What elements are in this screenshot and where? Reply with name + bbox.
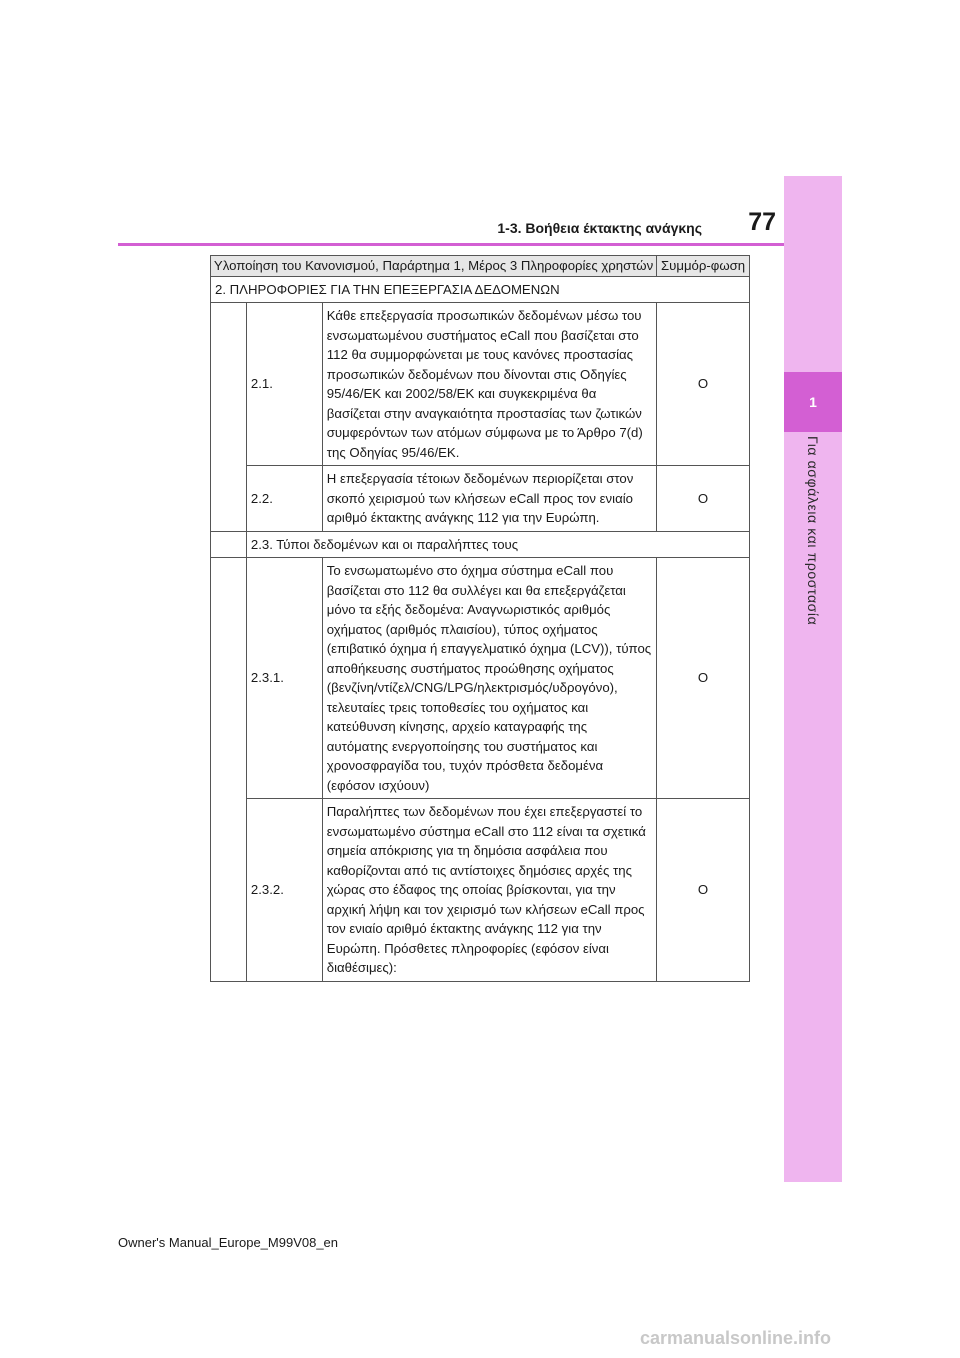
table-row bbox=[211, 558, 750, 799]
table-header-compliance: Συμμόρ-φωση bbox=[657, 256, 750, 277]
data-processing-table bbox=[210, 255, 750, 982]
side-tab-strip bbox=[784, 176, 842, 1182]
row-number: 2.3.2. bbox=[246, 799, 322, 982]
indent-cell bbox=[211, 558, 247, 982]
section-title-2-3: 2.3. Τύποι δεδομένων και οι παραλήπτες τους bbox=[246, 531, 749, 558]
section-title: 1-3. Βοήθεια έκτακτης ανάγκης bbox=[497, 220, 702, 236]
table-row bbox=[211, 466, 750, 532]
table-section-row bbox=[211, 276, 750, 303]
table-section-row bbox=[211, 531, 750, 558]
indent-cell bbox=[211, 303, 247, 532]
row-number: 2.3.1. bbox=[246, 558, 322, 799]
table-header-row bbox=[211, 256, 750, 277]
row-number: 2.2. bbox=[246, 466, 322, 532]
watermark-logo: carmanualsonline.info bbox=[640, 1328, 832, 1348]
footer-manual-id: Owner's Manual_Europe_M99V08_en bbox=[118, 1235, 339, 1250]
header-rule bbox=[118, 243, 784, 246]
row-description: Το ενσωματωμένο στο όχημα σύστημα eCall που βασίζεται στο 112 θα συλλέγει και θα επεξεργάζεται μόνο τα εξής δεδομένα: Αναγνωριστικός αριθμός οχήματος (αριθμός πλαισίου), τύπος οχήματος (επιβατικό όχημα ή επαγγελματικό όχημα (LCV)), τύπος αποθήκευσης συστήματος προώθησης οχήματος (βενζίνη/ντίζελ/CNG/LPG/ηλεκτρισμός/υδρογόνο), τελευταίες τρεις τοποθεσίες του οχήματος και κατεύθυνση κίνησης, αρχείο καταγραφής της αυτόματης ενεργοποίησης του συστήματος και χρονοσφραγίδα του, τυχόν πρόσθετα δεδομένα (εφόσον ισχύουν) bbox=[322, 558, 656, 799]
page-number: 77 bbox=[748, 208, 776, 236]
table-header-regulation: Υλοποίηση του Κανονισμού, Παράρτημα 1, Μέρος 3 Πληροφορίες χρηστών bbox=[211, 256, 657, 277]
row-compliance: O bbox=[657, 558, 750, 799]
section-title-2: 2. ΠΛΗΡΟΦΟΡΙΕΣ ΓΙΑ ΤΗΝ ΕΠΕΞΕΡΓΑΣΙΑ ΔΕΔΟΜΕΝΩΝ bbox=[211, 276, 750, 303]
row-description: Η επεξεργασία τέτοιων δεδομένων περιορίζεται στον σκοπό χειρισμού των κλήσεων eCall προς τον ενιαίο αριθμό έκτακτης ανάγκης 112 για την Ευρώπη. bbox=[322, 466, 656, 532]
side-tab-chapter-number[interactable]: 1 bbox=[784, 372, 842, 432]
row-description: Παραλήπτες των δεδομένων που έχει επεξεργαστεί το ενσωματωμένο σύστημα eCall στο 112 είναι τα σχετικά σημεία απόκρισης για τη δημόσια ασφάλεια που καθορίζονται από τις αντίστοιχες δημόσιες αρχές της χώρας στο έδαφος της οποίας βρίσκονται, για την αρχική λήψη και τον χειρισμό των κλήσεων eCall προς τον ενιαίο αριθμό έκτακτης ανάγκης 112 για την Ευρώπη. Πρόσθετες πληροφορίες (εφόσον είναι διαθέσιμες): bbox=[322, 799, 656, 982]
table-row bbox=[211, 303, 750, 466]
row-compliance: O bbox=[657, 799, 750, 982]
table-row bbox=[211, 799, 750, 982]
row-description: Κάθε επεξεργασία προσωπικών δεδομένων μέσω του ενσωματωμένου συστήματος eCall που βασίζεται στο 112 θα συμμορφώνεται με τους κανόνες προστασίας προσωπικών δεδομένων που δίνονται στις Οδηγίες 95/46/ΕΚ και 2002/58/ΕΚ και συγκεκριμένα θα βασίζεται στην αναγκαιότητα προστασίας των ζωτικών συμφερόντων των ατόμων σύμφωνα με το Άρθρο 7(d) της Οδηγίας 95/46/ΕΚ. bbox=[322, 303, 656, 466]
row-number: 2.1. bbox=[246, 303, 322, 466]
indent-cell bbox=[211, 531, 247, 558]
row-compliance: O bbox=[657, 303, 750, 466]
row-compliance: O bbox=[657, 466, 750, 532]
side-tab-chapter-label: Για ασφάλεια και προστασία bbox=[805, 436, 821, 626]
